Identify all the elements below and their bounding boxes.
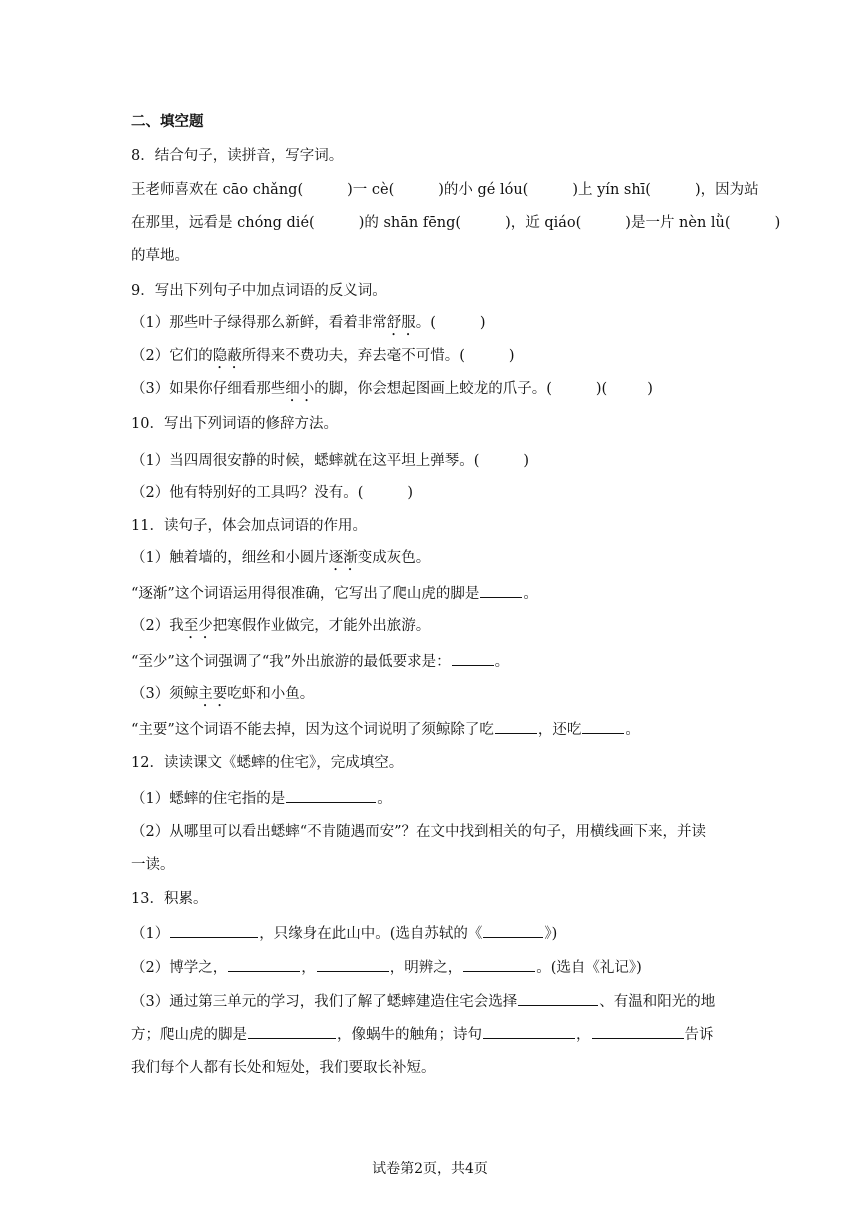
question-9-item-3: （3）如果你仔细看那些细小的脚，你会想起图画上蛟龙的爪子。( )( ) bbox=[131, 381, 653, 397]
question-11-answer-3: “主要”这个词语不能去掉，因为这个词说明了须鲸除了吃 ，还吃 。 bbox=[131, 719, 640, 740]
question-9-item-1: （1）那些叶子绿得那么新鲜，看着非常舒服。( ) bbox=[131, 315, 486, 331]
answer-blank[interactable] bbox=[592, 1024, 684, 1039]
question-9-stem: 9．写出下列句子中加点词语的反义词。 bbox=[131, 283, 387, 299]
answer-blank[interactable] bbox=[483, 923, 543, 938]
question-12-stem: 12．读读课文《蟋蟀的住宅》，完成填空。 bbox=[131, 755, 404, 771]
answer-blank[interactable] bbox=[452, 651, 494, 666]
answer-blank[interactable] bbox=[463, 957, 535, 972]
section-title: 二、填空题 bbox=[131, 114, 204, 130]
page-footer: 试卷第2页，共4页 bbox=[372, 1161, 488, 1177]
answer-blank[interactable] bbox=[495, 719, 537, 734]
question-8-line-2: 在那里，远看是 chóng dié( )的 shān fēng( )，近 qiáo( )是一片 nèn lǜ( ) bbox=[131, 215, 781, 231]
question-13-stem: 13．积累。 bbox=[131, 891, 208, 907]
question-11-stem: 11．读句子，体会加点词语的作用。 bbox=[131, 518, 367, 534]
question-10-stem: 10．写出下列词语的修辞方法。 bbox=[131, 416, 338, 432]
question-10-item-2: （2）他有特别好的工具吗？没有。( ) bbox=[131, 485, 414, 501]
question-13-item-3: （3）通过第三单元的学习，我们了解了蟋蟀建造住宅会选择 、有温和阳光的地 bbox=[131, 991, 715, 1012]
answer-blank[interactable] bbox=[317, 957, 389, 972]
question-8-line-1: 王老师喜欢在 cāo chǎng( )一 cè( )的小 gé lóu( )上 yín shī( )，因为站 bbox=[131, 182, 759, 198]
answer-blank[interactable] bbox=[483, 1024, 575, 1039]
question-11-item-3: （3）须鲸主要吃虾和小鱼。 bbox=[131, 686, 315, 702]
question-11-item-2: （2）我至少把寒假作业做完，才能外出旅游。 bbox=[131, 618, 431, 634]
question-11-item-1: （1）触着墙的，细丝和小圆片逐渐变成灰色。 bbox=[131, 550, 431, 566]
question-11-answer-2: “至少”这个词强调了“我”外出旅游的最低要求是： 。 bbox=[131, 651, 509, 672]
answer-blank[interactable] bbox=[582, 719, 624, 734]
question-8-stem: 8．结合句子，读拼音，写字词。 bbox=[131, 148, 344, 164]
question-11-answer-1: “逐渐”这个词语运用得很准确，它写出了爬山虎的脚是 。 bbox=[131, 583, 538, 604]
question-8-line-3: 的草地。 bbox=[131, 248, 189, 264]
question-13-item-3-end: 我们每个人都有长处和短处，我们要取长补短。 bbox=[131, 1060, 436, 1076]
question-12-item-2-cont: 一读。 bbox=[131, 857, 175, 873]
question-10-item-1: （1）当四周很安静的时候，蟋蟀就在这平坦上弹琴。( ) bbox=[131, 453, 530, 469]
answer-blank[interactable] bbox=[480, 583, 522, 598]
question-13-item-2: （2）博学之， ， ，明辨之， 。(选自《礼记》) bbox=[131, 957, 642, 978]
answer-blank[interactable] bbox=[248, 1024, 336, 1039]
answer-blank[interactable] bbox=[286, 788, 376, 803]
answer-blank[interactable] bbox=[228, 957, 300, 972]
answer-blank[interactable] bbox=[170, 923, 258, 938]
question-13-item-1: （1） ，只缘身在此山中。(选自苏轼的《 》) bbox=[131, 923, 557, 944]
question-12-item-1: （1）蟋蟀的住宅指的是 。 bbox=[131, 788, 392, 809]
question-12-item-2: （2）从哪里可以看出蟋蟀“不肯随遇而安”？在文中找到相关的句子，用横线画下来，并读 bbox=[131, 824, 707, 840]
question-13-item-3-cont: 方；爬山虎的脚是 ，像蜗牛的触角；诗句 ， 告诉 bbox=[131, 1024, 714, 1045]
question-9-item-2: （2）它们的隐蔽所得来不费功夫，弃去毫不可惜。( ) bbox=[131, 348, 515, 364]
answer-blank[interactable] bbox=[518, 991, 598, 1006]
